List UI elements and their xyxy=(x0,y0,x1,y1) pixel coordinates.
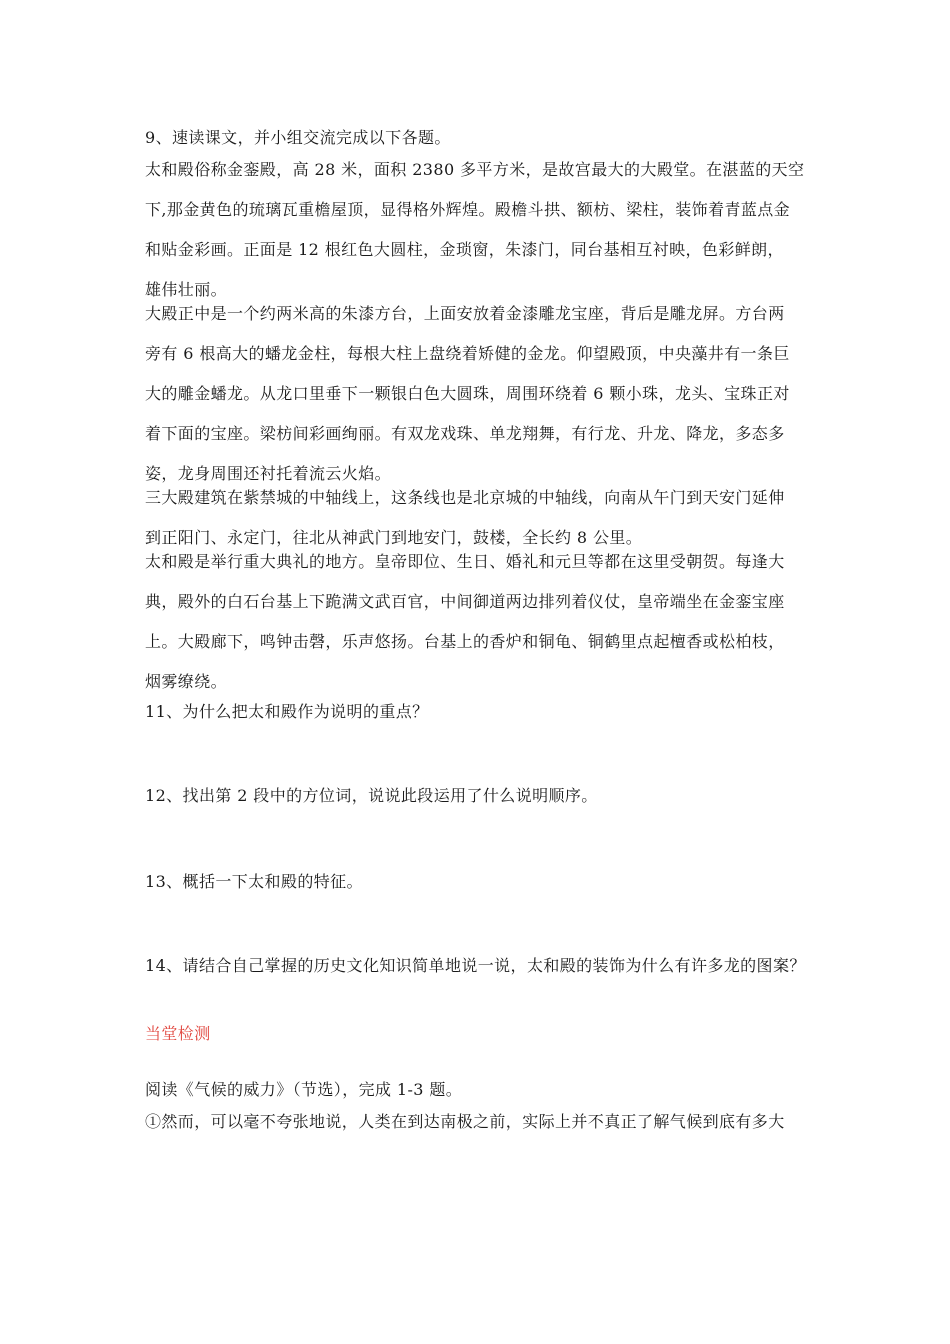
question-12: 12、找出第 2 段中的方位词，说说此段运用了什么说明顺序。 xyxy=(145,786,598,805)
paragraph-line: 大殿正中是一个约两米高的朱漆方台，上面安放着金漆雕龙宝座，背后是雕龙屏。方台两 xyxy=(145,304,785,323)
question-9: 9、速读课文，并小组交流完成以下各题。 xyxy=(145,128,451,147)
paragraph-line: 着下面的宝座。梁枋间彩画绚丽。有双龙戏珠、单龙翔舞，有行龙、升龙、降龙，多态多 xyxy=(145,424,785,443)
question-13: 13、概括一下太和殿的特征。 xyxy=(145,872,363,891)
paragraph-line: 旁有 6 根高大的蟠龙金柱，每根大柱上盘绕着矫健的金龙。仰望殿顶，中央藻井有一条巨 xyxy=(145,344,790,363)
paragraph-line: 上。大殿廊下，鸣钟击磬，乐声悠扬。台基上的香炉和铜龟、铜鹤里点起檀香或松柏枝， xyxy=(145,632,785,651)
paragraph-line: 太和殿俗称金銮殿，高 28 米，面积 2380 多平方米，是故宫最大的大殿堂。在湛蓝的天空 xyxy=(145,160,805,179)
paragraph-line: 大的雕金蟠龙。从龙口里垂下一颗银白色大圆珠，周围环绕着 6 颗小珠，龙头、宝珠正对 xyxy=(145,384,790,403)
paragraph-line: 姿，龙身周围还衬托着流云火焰。 xyxy=(145,464,392,483)
paragraph-line: 三大殿建筑在紫禁城的中轴线上，这条线也是北京城的中轴线，向南从午门到天安门延伸 xyxy=(145,488,785,507)
paragraph-line: 典，殿外的白石台基上下跪满文武百官，中间御道两边排列着仪仗，皇帝端坐在金銮宝座 xyxy=(145,592,785,611)
question-11: 11、为什么把太和殿作为说明的重点？ xyxy=(145,702,429,721)
passage-paragraph-3 xyxy=(145,488,813,548)
reading-paragraph-1: ①然而，可以毫不夸张地说，人类在到达南极之前，实际上并不真正了解气候到底有多大 xyxy=(145,1112,785,1131)
paragraph-line: 烟雾缭绕。 xyxy=(145,672,228,691)
paragraph-line: 到正阳门、永定门，往北从神武门到地安门，鼓楼，全长约 8 公里。 xyxy=(145,528,643,547)
reading-intro: 阅读《气候的威力》（节选），完成 1-3 题。 xyxy=(145,1080,463,1099)
document-page xyxy=(145,118,813,1132)
paragraph-line: 和贴金彩画。正面是 12 根红色大圆柱，金琐窗，朱漆门，同台基相互衬映，色彩鲜朗， xyxy=(145,240,784,259)
question-14: 14、请结合自己掌握的历史文化知识简单地说一说，太和殿的装饰为什么有许多龙的图案？ xyxy=(145,956,806,975)
section-title: 当堂检测 xyxy=(145,1024,211,1043)
paragraph-line: 太和殿是举行重大典礼的地方。皇帝即位、生日、婚礼和元旦等都在这里受朝贺。每逢大 xyxy=(145,552,785,571)
passage-paragraph-4 xyxy=(145,552,813,692)
passage-paragraph-1 xyxy=(145,160,813,300)
passage-paragraph-2 xyxy=(145,304,813,484)
paragraph-line: 雄伟壮丽。 xyxy=(145,280,228,299)
paragraph-line: 下,那金黄色的琉璃瓦重檐屋顶，显得格外辉煌。殿檐斗拱、额枋、梁柱，装饰着青蓝点金 xyxy=(145,200,791,219)
